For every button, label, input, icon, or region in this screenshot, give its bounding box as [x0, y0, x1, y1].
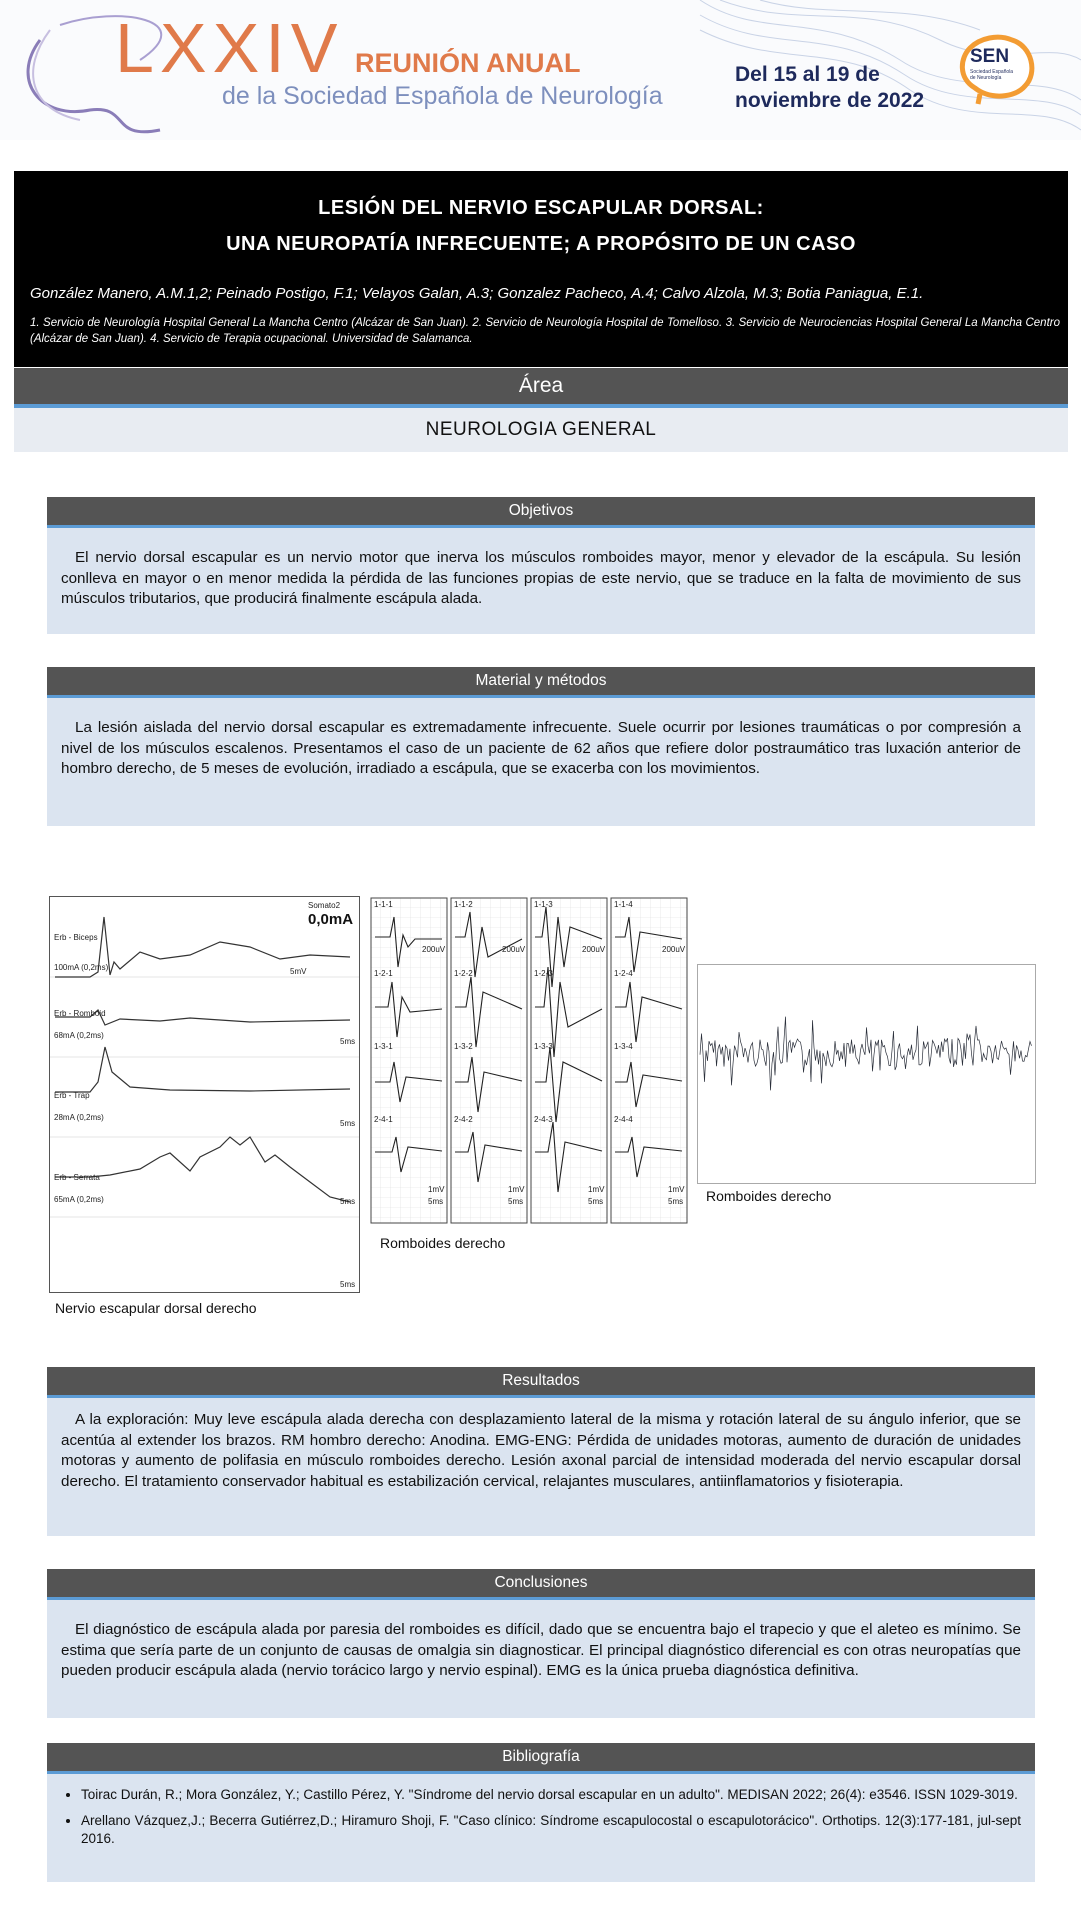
- title-block: [14, 171, 1068, 367]
- mu-label-1-3-1: 1-3-1: [374, 1042, 393, 1051]
- mu-label-1-1-1: 1-1-1: [374, 900, 393, 909]
- sen-logo-sub-1: Sociedad Española: [970, 69, 1014, 75]
- area-heading: Área: [14, 368, 1068, 408]
- stim-reading: 0,0mA: [308, 911, 354, 928]
- mu-label-1-3-2: 1-3-2: [454, 1042, 473, 1051]
- amp-scale-3: 200uV: [582, 945, 606, 954]
- mv-scale-1: 1mV: [428, 1185, 445, 1194]
- mu-label-2-4-2: 2-4-2: [454, 1115, 473, 1124]
- trace-2-label: Erb - Romboid: [54, 1009, 106, 1018]
- mu-label-1-2-1: 1-2-1: [374, 969, 393, 978]
- sen-logo: [950, 28, 1040, 106]
- channel-label: Somato2: [308, 901, 341, 910]
- resultados-body: [47, 1398, 1035, 1536]
- sen-logo-text: SEN: [970, 46, 1010, 67]
- material-heading: Material y métodos: [47, 667, 1035, 698]
- interference-waveform: [698, 965, 1035, 1183]
- conclusiones-body: [47, 1600, 1035, 1718]
- mu-label-1-1-2: 1-1-2: [454, 900, 473, 909]
- conclusiones-text: El diagnóstico de escápula alada por paresia del romboides es difícil, dado que se encuentra bajo el trapecio y que el aleteo es mínimo. Se estima que sería parte de un conjunto de causas de omalgia sin diagnosticar. El principal diagnóstico diferencial es con otras neuropatías que pueden producir escápula alada (nervio torácico largo y nervio espinal). EMG es la única prueba diagnóstica definitiva.: [61, 1621, 1021, 1679]
- meeting-title: REUNIÓN ANUAL: [355, 48, 581, 78]
- reference-item: • Toirac Durán, R.; Mora González, Y.; Castillo Pérez, Y. "Síndrome del nervio dorsal escapular en un adulto". MEDISAN 2022; 26(4): e3546. ISSN 1029-3019.: [81, 1786, 1021, 1804]
- mu-label-2-4-1: 2-4-1: [374, 1115, 393, 1124]
- scale-label-2: 5ms: [340, 1037, 356, 1046]
- scale-label-1: 5mV: [290, 967, 307, 976]
- trace-4-label: Erb - Serrata: [54, 1173, 100, 1182]
- sen-logo-sub-2: de Neurología: [970, 75, 1002, 81]
- mu-label-2-4-4: 2-4-4: [614, 1115, 633, 1124]
- mu-label-1-1-3: 1-1-3: [534, 900, 553, 909]
- mu-label-1-3-3: 1-3-3: [534, 1042, 553, 1051]
- authors: González Manero, A.M.1,2; Peinado Postigo, F.1; Velayos Galan, A.3; Gonzalez Pacheco, A.4; Calvo Alzola, M.3; Botia Paniagua, E.1.: [30, 285, 924, 302]
- objetivos-text: El nervio dorsal escapular es un nervio motor que inerva los músculos romboides mayor, menor y elevador de la escápula. Su lesión conlleva en mayor o en menor medida la pérdida de las funciones propias de este nervio, que se traduce en la falta de movimiento de sus músculos tributarios, que producirá finalmente escápula alada.: [61, 549, 1021, 607]
- society-name: de la Sociedad Española de Neurología: [222, 82, 663, 110]
- area-value: NEUROLOGIA GENERAL: [14, 408, 1068, 452]
- edition-number: LXXIV: [115, 9, 344, 87]
- material-text: La lesión aislada del nervio dorsal escapular es extremadamente infrecuente. Suele ocurrir por lesiones traumáticas o por compresión a nivel de los músculos escalenos. Presentamos el caso de un paciente de 62 años que refiere dolor postraumático tras luxación anterior de hombro derecho, de 5 meses de evolución, irradiado a escápula, que se exacerba con los movimientos.: [61, 719, 1021, 777]
- scale-label-3: 5ms: [340, 1119, 356, 1128]
- time-scale-3: 5ms: [588, 1197, 604, 1206]
- mv-scale-4: 1mV: [668, 1185, 685, 1194]
- figure-3-caption: Romboides derecho: [706, 1188, 832, 1204]
- bibliografia-body: [47, 1774, 1035, 1882]
- reference-item: • Arellano Vázquez,J.; Becerra Gutiérrez,D.; Hiramuro Shoji, F. "Caso clínico: Síndrome escapulocostal o escapulotorácico". Orthotips. 12(3):177-181, jul-sept 2016.: [81, 1812, 1021, 1848]
- bibliografia-heading: Bibliografía: [47, 1743, 1035, 1774]
- conference-banner: [0, 0, 1081, 140]
- mu-label-1-1-4: 1-1-4: [614, 900, 633, 909]
- amp-scale-1: 200uV: [422, 945, 446, 954]
- scale-label-4: 5ms: [340, 1197, 356, 1206]
- figure-motor-units: [370, 897, 689, 1225]
- conference-dates: [735, 62, 935, 114]
- material-body: [47, 698, 1035, 826]
- time-scale-4: 5ms: [668, 1197, 684, 1206]
- poster-title-line-2: UNA NEUROPATÍA INFRECUENTE; A PROPÓSITO DE UN CASO: [226, 233, 856, 255]
- mv-scale-3: 1mV: [588, 1185, 605, 1194]
- figure-1-caption: Nervio escapular dorsal derecho: [55, 1300, 257, 1316]
- trace-3-label: Erb - Trap: [54, 1091, 90, 1100]
- trace-2-stim: 68mA (0,2ms): [54, 1031, 104, 1040]
- affiliations: 1. Servicio de Neurología Hospital General La Mancha Centro (Alcázar de San Juan). 2. Servicio de Neurología Hospital de Tomelloso. 3. Servicio de Neurociencias Hospital General La Mancha Centro (Alcázar de San Juan). 4. Servicio de Terapia ocupacional. Universidad de Salamanca.: [30, 317, 1060, 345]
- mv-scale-2: 1mV: [508, 1185, 525, 1194]
- objetivos-body: [47, 528, 1035, 634]
- resultados-heading: Resultados: [47, 1367, 1035, 1398]
- time-scale-2: 5ms: [508, 1197, 524, 1206]
- reference-list: [61, 1786, 1021, 1848]
- poster-title-line-1: LESIÓN DEL NERVIO ESCAPULAR DORSAL:: [318, 197, 764, 219]
- scale-label-5: 5ms: [340, 1280, 356, 1289]
- mu-label-2-4-3: 2-4-3: [534, 1115, 553, 1124]
- mu-label-1-2-2: 1-2-2: [454, 969, 473, 978]
- sen-logo-subtitle: [970, 69, 1030, 81]
- figure-interference-pattern: [697, 964, 1036, 1184]
- resultados-text: A la exploración: Muy leve escápula alada derecha con desplazamiento lateral de la misma y rotación lateral de su ángulo inferior, que se acentúa al extender los brazos. RM hombro derecho: Anodina. EMG-ENG: Pérdida de unidades motoras, aumento de duración de unidades motoras y aumento de polifasia en músculo romboides derecho. Lesión axonal parcial de intensidad moderada del nervio escapular dorsal derecho. El tratamiento conservador habitual es estabilización cervical, relajantes musculares, antiinflamatorios y fisioterapia.: [61, 1411, 1021, 1490]
- trace-1-stim: 100mA (0,2ms): [54, 963, 109, 972]
- dates-line-2: noviembre de 2022: [735, 89, 925, 112]
- mu-label-1-2-4: 1-2-4: [614, 969, 633, 978]
- motor-unit-grid: [370, 897, 689, 1225]
- amp-scale-2: 200uV: [502, 945, 526, 954]
- trace-3-stim: 28mA (0,2ms): [54, 1113, 104, 1122]
- trace-1-label: Erb - Biceps: [54, 933, 98, 942]
- time-scale-1: 5ms: [428, 1197, 444, 1206]
- figure-2-caption: Romboides derecho: [380, 1235, 506, 1251]
- trace-4-stim: 65mA (0,2ms): [54, 1195, 104, 1204]
- figure-ncs-traces: [49, 896, 360, 1293]
- objetivos-heading: Objetivos: [47, 497, 1035, 528]
- ncs-waveforms: [50, 897, 359, 1292]
- dates-line-1: Del 15 al 19 de: [735, 63, 880, 86]
- amp-scale-4: 200uV: [662, 945, 686, 954]
- mu-label-1-3-4: 1-3-4: [614, 1042, 633, 1051]
- mu-label-1-2-3: 1-2-3: [534, 969, 553, 978]
- conclusiones-heading: Conclusiones: [47, 1569, 1035, 1600]
